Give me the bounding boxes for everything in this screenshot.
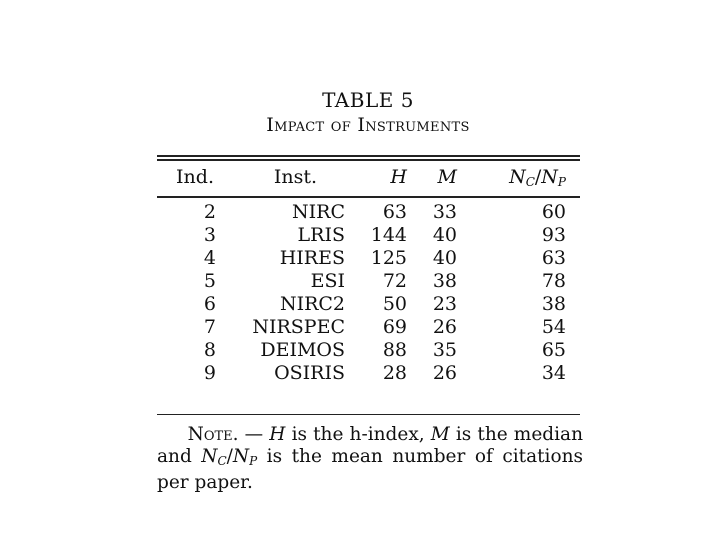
cell-nc-np: 93 [541, 224, 566, 246]
cell-m: 26 [432, 362, 457, 384]
cell-nc-np: 78 [541, 270, 566, 292]
cell-nc-np: 34 [541, 362, 566, 384]
cell-ind: 8 [203, 339, 216, 361]
header-rule [157, 196, 580, 198]
cell-m: 40 [432, 224, 457, 246]
table-row [157, 362, 580, 385]
cell-m: 23 [432, 293, 457, 315]
cell-inst: HIRES [279, 247, 345, 269]
cell-ind: 2 [203, 201, 216, 223]
cell-inst: DEIMOS [260, 339, 345, 361]
table-row [157, 201, 580, 224]
table-subtitle: Impact of Instruments [266, 114, 470, 136]
cell-m: 33 [432, 201, 457, 223]
table-row [157, 293, 580, 316]
cell-inst: NIRC2 [279, 293, 345, 315]
table-row [157, 247, 580, 270]
cell-nc-np: 54 [541, 316, 566, 338]
cell-m: 38 [432, 270, 457, 292]
cell-h: 50 [382, 293, 407, 315]
cell-nc-np: 65 [541, 339, 566, 361]
header-nc-np: $N_C/N_P$ [509, 166, 566, 189]
cell-h: 69 [382, 316, 407, 338]
cell-h: 88 [382, 339, 407, 361]
cell-m: 26 [432, 316, 457, 338]
cell-m: 35 [432, 339, 457, 361]
header-ind: Ind. [176, 166, 214, 188]
cell-nc-np: 38 [541, 293, 566, 315]
cell-ind: 7 [203, 316, 216, 338]
top-rule-1 [157, 155, 580, 157]
cell-ind: 5 [203, 270, 216, 292]
table-row [157, 270, 580, 293]
cell-ind: 3 [203, 224, 216, 246]
header-m: M [437, 166, 457, 188]
cell-h: 144 [370, 224, 407, 246]
table-row [157, 224, 580, 247]
table-note: Note. — H is the h-index, M is the median and $N_C/N_P$ is the mean number of citations per paper. [157, 424, 584, 493]
cell-h: 125 [370, 247, 407, 269]
cell-nc-np: 60 [541, 201, 566, 223]
cell-ind: 4 [203, 247, 216, 269]
cell-inst: LRIS [297, 224, 345, 246]
cell-inst: NIRSPEC [252, 316, 345, 338]
top-rule-2 [157, 159, 580, 161]
table-header [157, 166, 580, 189]
header-inst: Inst. [273, 166, 317, 188]
cell-ind: 6 [203, 293, 216, 315]
table-row [157, 316, 580, 339]
cell-inst: NIRC [292, 201, 345, 223]
cell-m: 40 [432, 247, 457, 269]
cell-h: 28 [382, 362, 407, 384]
bottom-rule [157, 414, 580, 415]
header-h: H [390, 166, 407, 188]
cell-ind: 9 [203, 362, 216, 384]
table-title: TABLE 5 [322, 88, 414, 112]
table-row [157, 339, 580, 362]
cell-inst: OSIRIS [274, 362, 345, 384]
cell-h: 63 [382, 201, 407, 223]
cell-h: 72 [382, 270, 407, 292]
cell-inst: ESI [310, 270, 345, 292]
cell-nc-np: 63 [541, 247, 566, 269]
